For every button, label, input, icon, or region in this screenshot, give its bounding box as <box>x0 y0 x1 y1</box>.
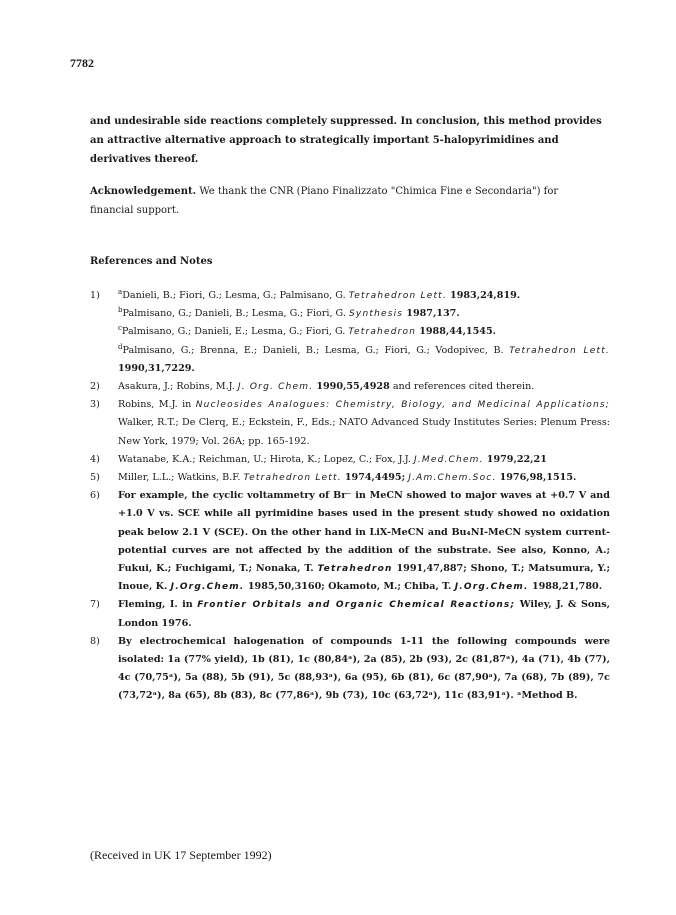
reference-number: 4) <box>90 453 100 465</box>
citation: 1983,24,819. <box>450 290 521 301</box>
reference-8 <box>90 633 610 706</box>
reference-note: Walker, R.T.; De Clerq, E.; Eckstein, F., Eds.; NATO Advanced Study Institutes Series: Plenum Press: New York, 1979; Vol. 26A; pp. 165-192. <box>118 417 610 447</box>
citation: 1987,137. <box>406 308 460 320</box>
authors: Shono, T.; Matsumura, Y.; Inoue, K. <box>118 563 610 593</box>
reference-body: By electrochemical halogenation of compounds 1-11 the following compounds were isolated: 1a (77% yield), 1b (81), 1c (80,84ᵃ), 2a (85), 2b (93), 2c (81,87ᵃ), 4a (71), 4b (77), 4c (70,75ᵃ), 5a (88), 5b (91), 5c (88,93ᵃ), 6a (95), 6b (81), 6c (87,90ᵃ), 7a (68), 7b (89), 7c (73,72ᵃ), 8a (65), 8b (83), 8c (77,86ᵃ), 9b (73), 10c (63,72ᵃ), 11c (83,91ᵃ). ᵃMethod B. <box>118 635 610 702</box>
reference-body <box>118 378 610 396</box>
citation: 1988,44,1545. <box>419 326 496 338</box>
reference-3 <box>90 396 610 451</box>
citation: 1990,31,7229. <box>118 362 195 374</box>
reference-note: For example, the cyclic voltammetry of Br⁻ in MeCN showed to major waves at +0.7 V and +1.0 V vs. SCE while all pyrimidine bases used in the present study showed no oxidation peak below 2.1 V (SCE). On the other hand in LiX-MeCN and Bu₄NI-MeCN system current-potential curves are not affected by the addition of the substrate. See also, Konno, A.; Fukui, K.; Fuchigami, T.; Nonaka, T. <box>118 490 610 575</box>
authors: Palmisano, G.; Danieli, E.; Lesma, G.; Fiori, G. <box>121 326 346 338</box>
reference-note: Wiley, J. & Sons, London 1976. <box>118 599 611 629</box>
reference-number: 1) <box>90 290 100 301</box>
journal: J.Org.Chem. <box>454 582 529 593</box>
acknowledgement-text: We thank the CNR (Piano Finalizzato "Chimica Fine e Secondaria") for financial support. <box>90 186 559 216</box>
reference-body <box>118 451 610 469</box>
authors: Asakura, J.; Robins, M.J. <box>118 381 235 393</box>
journal: Tetrahedron Lett. <box>348 291 447 301</box>
reference-6 <box>90 487 610 596</box>
authors: Fleming, I. in <box>118 599 193 611</box>
reference-part <box>118 342 610 378</box>
received-date: (Received in UK 17 September 1992) <box>90 848 272 862</box>
references-heading: References and Notes <box>90 256 213 267</box>
authors: Palmisano, G.; Brenna, E.; Danieli, B.; Lesma, G.; Fiori, G.; Vodopivec, B. <box>122 344 504 356</box>
book-title: Frontier Orbitals and Organic Chemical Reactions; <box>197 600 516 611</box>
reference-note: and references cited therein. <box>392 381 535 393</box>
reference-part <box>118 323 610 341</box>
reference-number: 6) <box>90 490 100 502</box>
citation: 1990,55,4928 <box>316 381 390 393</box>
journal: J.Med.Chem. <box>413 454 484 465</box>
reference-part <box>118 305 610 323</box>
reference-body <box>118 469 610 487</box>
book-title: Nucleosides Analogues: Chemistry, Biology, and Medicinal Applications; <box>195 400 610 411</box>
journal: Tetrahedron Lett. <box>509 345 610 356</box>
citation: 1988,21,780. <box>531 581 603 593</box>
citation: 1991,47,887; <box>396 563 467 575</box>
journal: J.Am.Chem.Soc. <box>408 473 497 484</box>
journal: J.Org.Chem. <box>170 582 245 593</box>
authors: Danieli, B.; Fiori, G.; Lesma, G.; Palmisano, G. <box>122 290 346 301</box>
citation: 1974,4495; <box>344 472 406 484</box>
authors: Miller, L.L.; Watkins, B.F. <box>118 472 241 484</box>
reference-number: 8) <box>90 635 100 647</box>
page-number: 7782 <box>70 56 94 70</box>
journal: Tetrahedron Lett. <box>243 473 342 484</box>
reference-4 <box>90 451 610 469</box>
references-list <box>90 287 610 706</box>
journal: J. Org. Chem. <box>237 382 314 393</box>
reference-body <box>118 487 610 596</box>
journal: Tetrahedron <box>348 327 417 338</box>
authors: Palmisano, G.; Danieli, B.; Lesma, G.; Fiori, G. <box>122 308 346 320</box>
citation: 1976,98,1515. <box>499 472 577 484</box>
acknowledgement-label: Acknowledgement. <box>90 186 197 197</box>
authors: Watanabe, K.A.; Reichman, U.; Hirota, K.; Lopez, C.; Fox, J.J. <box>118 453 411 465</box>
reference-body <box>118 287 610 378</box>
reference-part <box>118 287 610 305</box>
reference-7 <box>90 596 610 632</box>
reference-body <box>118 596 610 632</box>
citation: 1985,50,3160; <box>247 581 325 593</box>
reference-number: 5) <box>90 472 100 484</box>
authors: Robins, M.J. in <box>118 399 192 411</box>
authors: Okamoto, M.; Chiba, T. <box>328 581 452 593</box>
intro-paragraph: and undesirable side reactions completely suppressed. In conclusion, this method provides an attractive alternative approach to strategically important 5-halopyrimidines and derivatives thereof. <box>90 116 602 165</box>
reference-5 <box>90 469 610 487</box>
journal: Synthesis <box>349 309 404 320</box>
reference-body <box>118 396 610 451</box>
part-letter: b <box>118 306 123 315</box>
part-letter: d <box>118 342 123 351</box>
part-letter: c <box>118 324 122 333</box>
reference-number: 2) <box>90 381 100 393</box>
part-letter: a <box>118 287 123 296</box>
journal: Tetrahedron <box>317 564 393 575</box>
citation: 1979,22,21 <box>486 453 547 465</box>
acknowledgement-paragraph <box>90 182 602 220</box>
reference-number: 3) <box>90 399 100 411</box>
reference-2 <box>90 378 610 396</box>
reference-number: 7) <box>90 599 100 611</box>
reference-1 <box>90 287 610 378</box>
